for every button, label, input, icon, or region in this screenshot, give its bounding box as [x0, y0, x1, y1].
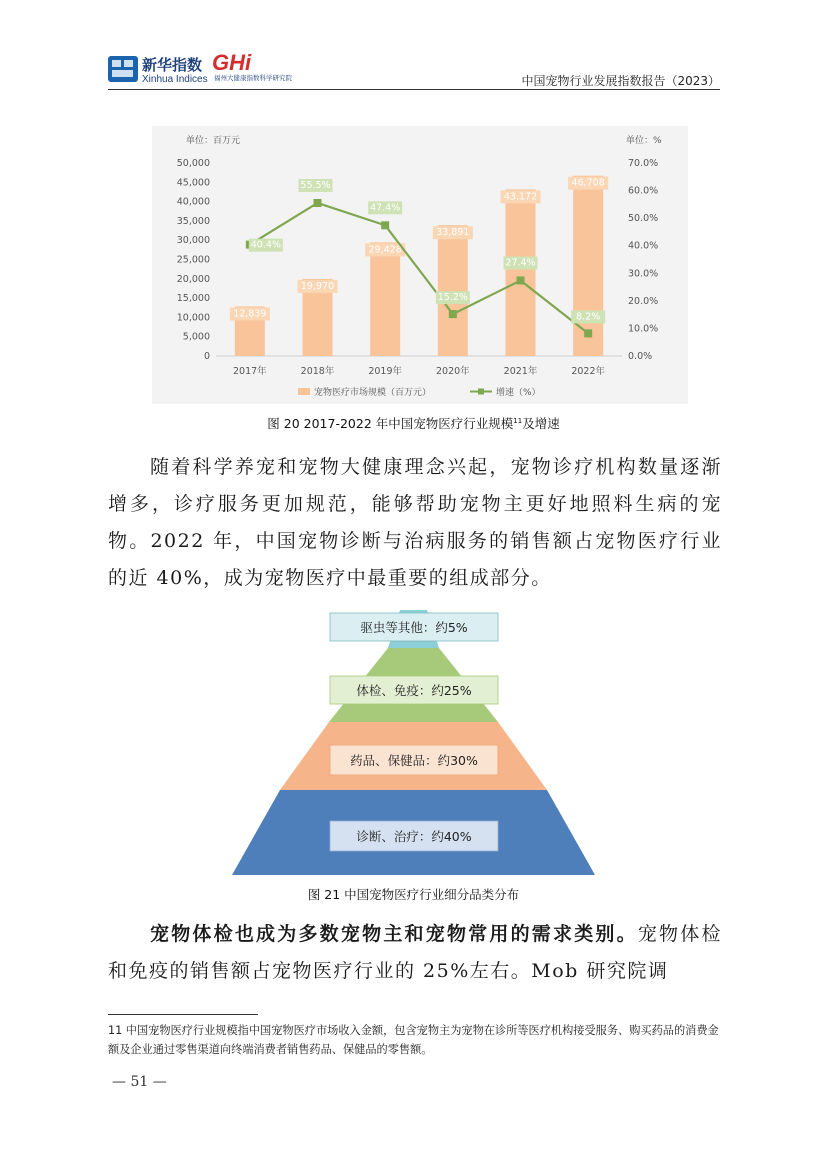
- ghi-logo-text: GHi: [212, 50, 252, 75]
- page-header: [108, 50, 720, 90]
- growth-point: [584, 329, 592, 337]
- footnote-divider: [108, 1014, 258, 1015]
- growth-point: [449, 310, 457, 318]
- right-axis-tick: 70.0%: [628, 158, 659, 169]
- pyramid-label-diagnosis: 诊断、治疗：约40%: [356, 829, 472, 844]
- growth-value-label: 55.5%: [300, 179, 331, 191]
- right-axis-tick: 0.0%: [628, 351, 653, 362]
- bar: [370, 242, 400, 356]
- chart-caption-text: 图 20 2017-2022 年中国宠物医疗行业规模: [267, 416, 514, 431]
- bar-value-label: 46,708: [571, 177, 605, 189]
- x-tick-label: 2019年: [368, 366, 403, 377]
- header-divider: [108, 89, 720, 90]
- paragraph-continuation: 宠物体检和免疫的销售额占宠物医疗行业的 25%左右。Mob 研究院调: [108, 923, 722, 982]
- x-tick-label: 2021年: [503, 366, 538, 377]
- bar-value-label: 19,970: [300, 280, 335, 292]
- chart-svg: [152, 126, 688, 404]
- left-axis-tick: 50,000: [176, 158, 210, 169]
- bar-value-label: 43,172: [503, 191, 538, 203]
- category-pyramid: [232, 610, 595, 880]
- xinhua-badge-icon: [108, 56, 138, 82]
- logo-title: 新华指数: [142, 56, 203, 74]
- left-axis-tick: 5,000: [182, 331, 210, 343]
- left-axis-tick: 35,000: [176, 215, 210, 227]
- x-tick-label: 2018年: [300, 366, 335, 377]
- body-paragraph: 随着科学养宠和宠物大健康理念兴起，宠物诊疗机构数量逐渐增多，诊疗服务更加规范，能够帮助宠物主更好地照料生病的宠物。2022 年，中国宠物诊断与治病服务的销售额占宠物医疗行业的近 40%，成为宠物医疗中最重要的组成部分。: [108, 456, 722, 589]
- right-axis-tick: 60.0%: [628, 185, 659, 197]
- bar-value-label: 33,891: [436, 227, 470, 239]
- left-axis-tick: 45,000: [176, 177, 210, 189]
- right-axis-tick: 50.0%: [628, 213, 659, 225]
- pyramid-label-medicine: 药品、保健品：约30%: [350, 753, 478, 768]
- market-size-chart: [152, 126, 688, 404]
- growth-value-label: 40.4%: [250, 239, 281, 251]
- footnote: 11 中国宠物医疗行业规模指中国宠物医疗市场收入金额，包含宠物主为宠物在诊所等医疗机构接受服务、购买药品的消费金额及企业通过零售渠道向终端消费者销售药品、保健品的零售额。: [108, 1024, 719, 1056]
- x-tick-label: 2020年: [435, 366, 470, 377]
- right-axis-tick: 20.0%: [628, 295, 659, 307]
- pyramid-label-other: 驱虫等其他：约5%: [360, 620, 468, 635]
- chart-caption-suffix: 及增速: [522, 416, 560, 431]
- pyramid-label-checkup: 体检、免疫：约25%: [356, 683, 472, 698]
- left-axis-tick: 10,000: [176, 312, 210, 324]
- ghi-logo: [212, 50, 308, 84]
- xinhua-indices-logo: [108, 54, 208, 86]
- footnote-ref: 11: [513, 416, 523, 425]
- growth-value-label: 8.2%: [576, 311, 601, 323]
- growth-value-label: 47.4%: [370, 202, 401, 214]
- growth-point: [381, 221, 389, 229]
- bar: [503, 189, 538, 356]
- legend-bar-label: 宠物医疗市场规模（百万元）: [314, 388, 432, 398]
- bar: [438, 225, 468, 356]
- left-axis-tick: 0: [203, 351, 210, 362]
- pyramid-caption: 图 21 中国宠物医疗行业细分品类分布: [307, 887, 520, 902]
- legend-line-marker: [478, 389, 484, 395]
- right-axis-tick: 30.0%: [628, 268, 659, 280]
- right-axis-tick: 40.0%: [628, 240, 659, 252]
- left-axis-tick: 40,000: [176, 196, 210, 208]
- x-tick-label: 2017年: [232, 366, 267, 377]
- bar: [573, 176, 603, 356]
- bar-value-label: 29,428: [368, 244, 402, 256]
- bold-lead-sentence: 宠物体检也成为多数宠物主和宠物常用的需求类别。: [150, 923, 638, 945]
- growth-value-label: 27.4%: [505, 257, 536, 269]
- ghi-logo-subtext: 福州大健康指数科学研究院: [214, 74, 292, 82]
- legend-bar-swatch: [298, 388, 310, 395]
- growth-value-label: 15.2%: [437, 292, 468, 304]
- left-axis-tick: 30,000: [176, 235, 210, 247]
- bar-value-label: 12,839: [233, 308, 267, 320]
- left-axis-tick: 20,000: [176, 273, 210, 285]
- logo-subtitle: Xinhua Indices: [142, 74, 208, 85]
- right-axis-unit: 单位：%: [626, 136, 662, 146]
- legend-line-label: 增速（%）: [496, 388, 541, 398]
- left-axis-tick: 15,000: [176, 293, 210, 305]
- left-axis-tick: 25,000: [176, 254, 210, 266]
- x-tick-label: 2022年: [571, 366, 606, 377]
- page-number: — 51 —: [112, 1074, 167, 1090]
- body-paragraph-2: [108, 916, 722, 990]
- growth-point: [314, 199, 322, 207]
- report-title: 中国宠物行业发展指数报告（2023）: [521, 74, 720, 88]
- chart-caption: [0, 414, 827, 432]
- right-axis-tick: 10.0%: [628, 323, 659, 335]
- growth-point: [517, 276, 525, 284]
- left-axis-unit: 单位：百万元: [186, 136, 241, 146]
